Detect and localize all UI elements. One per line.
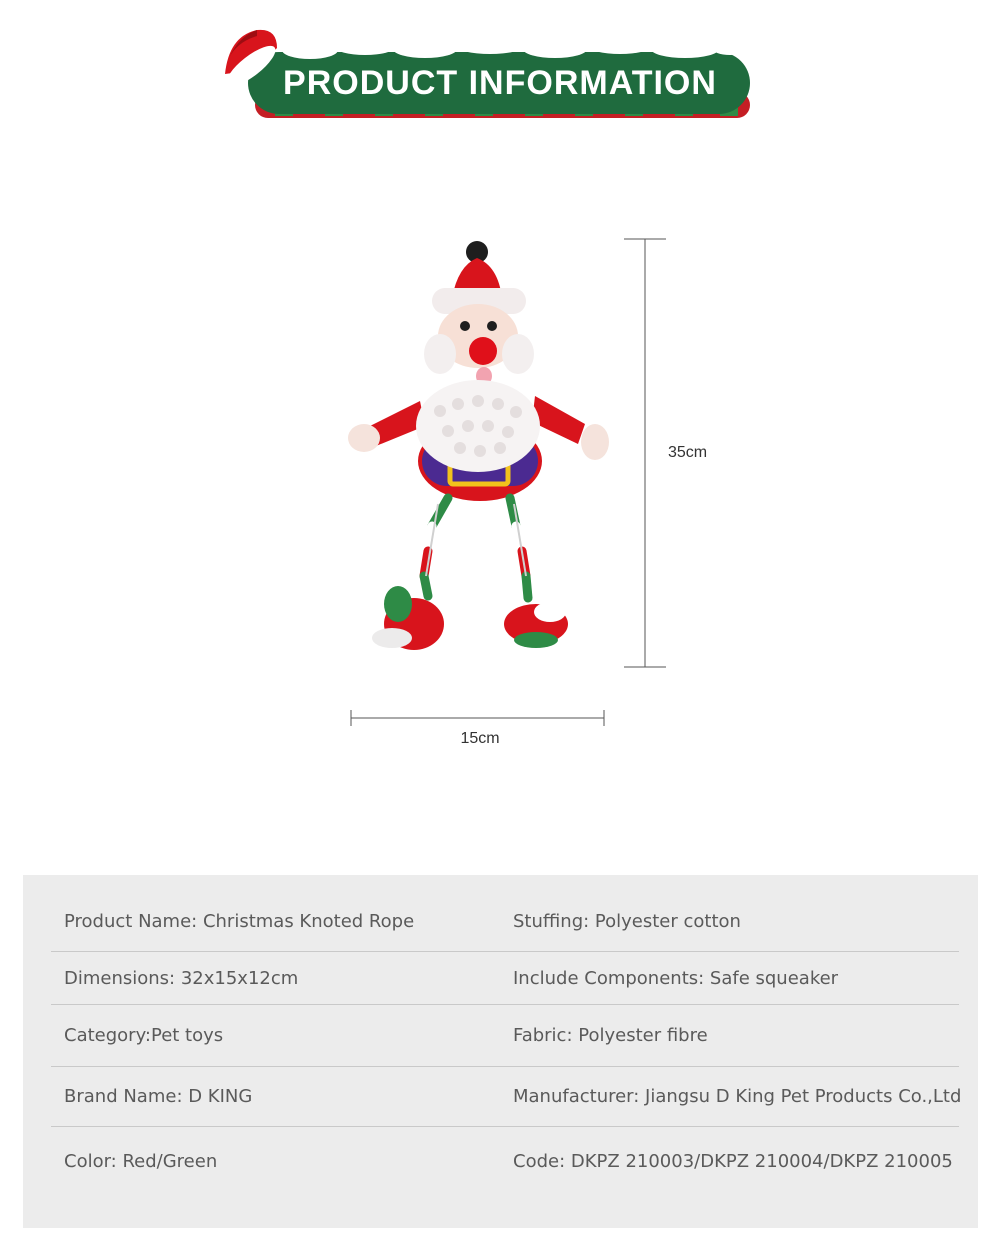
spec-include-components: Include Components: Safe squeaker <box>513 967 839 989</box>
page-title: PRODUCT INFORMATION <box>283 63 717 102</box>
spec-category: Category:Pet toys <box>64 1025 224 1046</box>
spec-row <box>51 1131 959 1191</box>
spec-color: Color: Red/Green <box>64 1150 218 1172</box>
spec-stuffing: Stuffing: Polyester cotton <box>513 910 741 932</box>
product-image <box>340 236 620 666</box>
spec-code: Code: DKPZ 210003/DKPZ 210004/DKPZ 210005 <box>513 1150 953 1172</box>
spec-row <box>51 891 959 952</box>
spec-row <box>51 952 959 1005</box>
spec-manufacturer: Manufacturer: Jiangsu D King Pet Products Co.,Ltd <box>513 1086 962 1107</box>
width-dimension-line <box>350 708 606 728</box>
height-label: 35cm <box>668 444 708 461</box>
spec-brand-name: Brand Name: D KING <box>64 1086 253 1107</box>
spec-table <box>23 875 978 1228</box>
height-dimension-line <box>624 238 666 668</box>
spec-product-name: Product Name: Christmas Knoted Rope <box>64 910 415 932</box>
spec-dimensions: Dimensions: 32x15x12cm <box>64 967 299 989</box>
spec-fabric: Fabric: Polyester fibre <box>513 1025 708 1046</box>
width-label: 15cm <box>460 730 500 747</box>
spec-row <box>51 1067 962 1127</box>
spec-row <box>51 1005 959 1067</box>
